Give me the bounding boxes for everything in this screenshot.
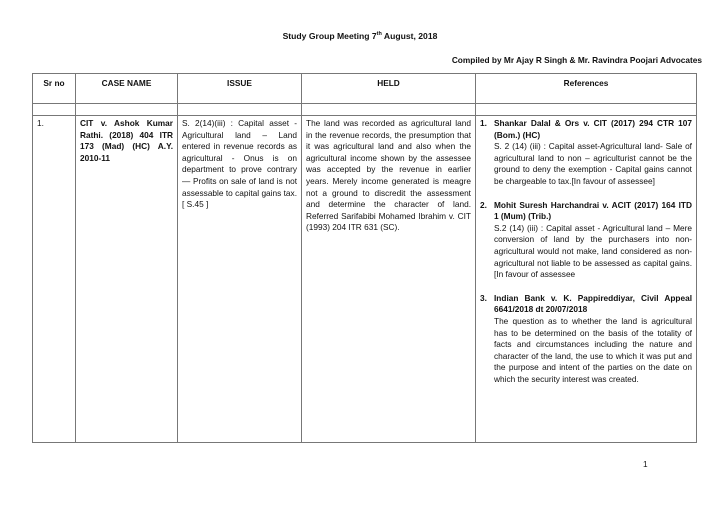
page-title: Study Group Meeting 7th August, 2018 xyxy=(282,31,438,41)
header-held: HELD xyxy=(302,74,476,104)
reference-text: The question as to whether the land is agricultural has to be determined on the basis of the totality of facts and circumstances including the nature and character of the land, the use to which it was put and the purpose and intent of the parties on the date on which the security interest was created. xyxy=(494,315,692,384)
reference-number: 2. xyxy=(480,199,487,210)
reference-title: Mohit Suresh Harchandrai v. ACIT (2017) 164 ITD 1 (Mum) (Trib.) xyxy=(494,199,692,222)
header-references: References xyxy=(476,74,697,104)
reference-item xyxy=(480,200,692,281)
reference-title: Indian Bank v. K. Pappireddiyar, Civil Appeal 6641/2018 dt 20/07/2018 xyxy=(494,292,692,315)
reference-item xyxy=(480,293,692,386)
reference-title: Shankar Dalal & Ors v. CIT (2017) 294 CTR 107 (Bom.) (HC) xyxy=(494,118,692,140)
cell-held: The land was recorded as agricultural land in the revenue records, the presumption that it was agricultural land and also when the agricultural income shown by the assessee was accepted by the revenue in earlier years. Merely income generated is meagre not a ground to discredit the assessment and determine the character of land. Referred Sarifabibi Mohamed Ibrahim v. CIT (1993) 204 ITR 631 (SC). xyxy=(302,116,476,443)
cell-sr-no: 1. xyxy=(33,116,76,443)
header-sr-no: Sr no xyxy=(33,74,76,104)
header-issue: ISSUE xyxy=(178,74,302,104)
table-spacer-row xyxy=(33,104,697,116)
table-header-row xyxy=(33,74,697,104)
compiled-by-line: Compiled by Mr Ajay R Singh & Mr. Ravindra Poojari Advocates xyxy=(451,55,702,65)
header-case-name: CASE NAME xyxy=(76,74,178,104)
reference-text: S.2 (14) (iii) : Capital asset - Agricultural land – Mere conversion of land by the purchasers into non-agricultural would not make, land considered as non-agricultural not liable to be assessed as capital gains. [In favour of assessee xyxy=(494,222,692,280)
title-superscript: th xyxy=(376,31,382,38)
page-number: 1 xyxy=(643,459,648,469)
cell-references xyxy=(476,116,697,443)
reference-item xyxy=(480,118,692,188)
cell-case-name: CIT v. Ashok Kumar Rathi. (2018) 404 ITR 173 (Mad) (HC) A.Y. 2010-11 xyxy=(76,116,178,443)
case-table xyxy=(32,73,697,443)
reference-number: 3. xyxy=(480,292,487,303)
reference-text: S. 2 (14) (iii) : Capital asset-Agricultural land- Sale of agricultural land to non – agriculturist cannot be the ground to deny the exemption - Capital gains cannot be chargeable to tax.[In favour of assessee] xyxy=(494,141,692,186)
cell-issue: S. 2(14)(iii) : Capital asset - Agricultural land – Land entered in revenue records as agricultural - Onus is on department to prove contrary — Profits on sale of land is not assessable to capital gains tax. [ S.45 ] xyxy=(178,116,302,443)
reference-number: 1. xyxy=(480,118,487,128)
table-row xyxy=(33,116,697,443)
